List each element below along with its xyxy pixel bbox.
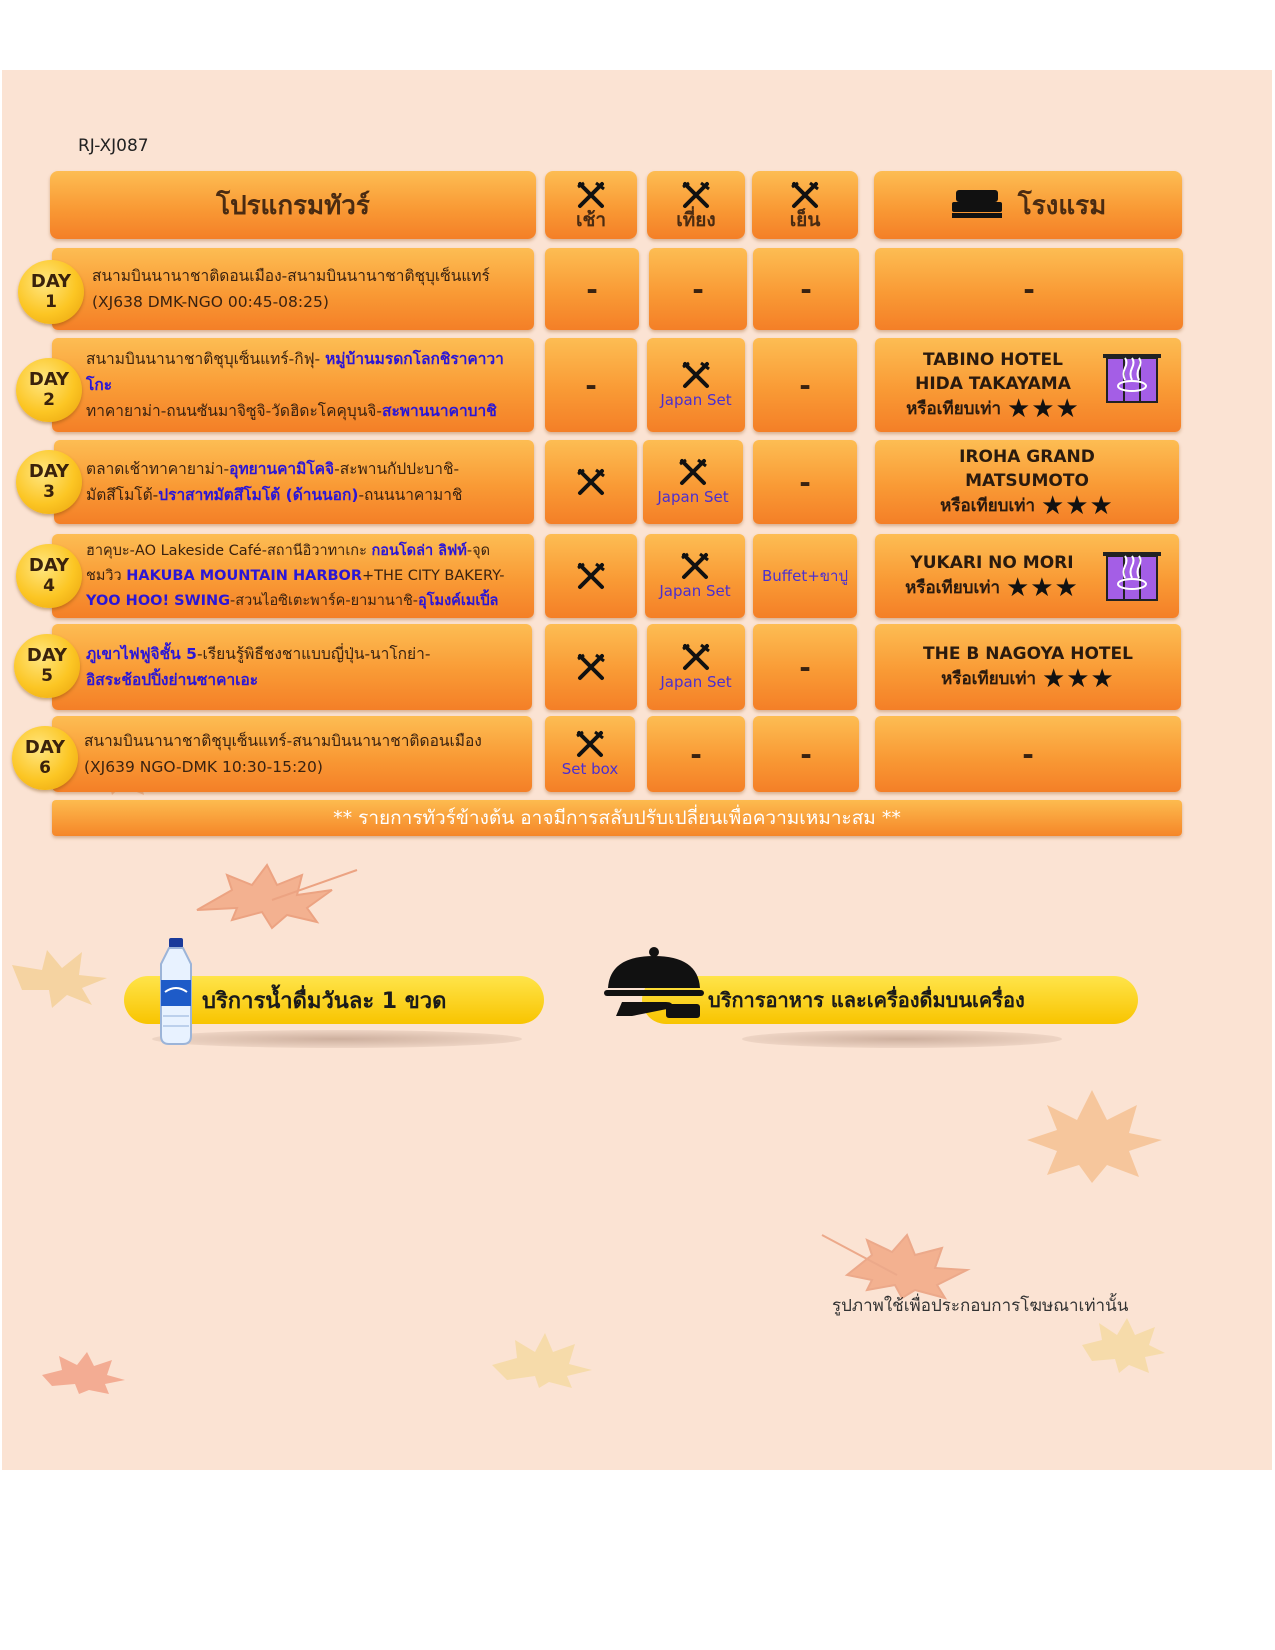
day-4-highlight: กอนโดล่า ลิฟท์: [371, 542, 467, 559]
day-4-highlight: YOO HOO! SWING: [86, 592, 231, 609]
or-equal: หรือเทียบเท่า: [906, 399, 1002, 419]
day-5-text: -เรียนรู้พิธีชงชาแบบญี่ปุ่น-นาโกย่า-: [196, 645, 431, 663]
onsen-icon: [1101, 352, 1163, 404]
day-2-text: สนามบินนานาชาติชุบุเซ็นแทร์-กิฟุ-: [86, 350, 326, 368]
day-2-highlight: สะพานนาคาบาชิ: [381, 402, 497, 420]
star-rating: ★★★: [1005, 573, 1079, 603]
day-3-badge: [16, 450, 82, 514]
day-3-text: มัตสึโมโต้-: [86, 486, 159, 504]
lunch-header-label: เที่ยง: [676, 208, 716, 231]
day-2-breakfast: [545, 338, 637, 432]
or-equal: หรือเทียบเท่า: [941, 669, 1037, 689]
day-3-breakfast: [545, 440, 637, 524]
day-4-highlight: HAKUBA MOUNTAIN HARBOR: [126, 567, 363, 584]
meal-service-label: บริการอาหาร และเครื่องดื่มบนเครื่อง: [708, 988, 1025, 1012]
fork-knife-icon: [679, 552, 711, 580]
no-meal: -: [800, 737, 812, 771]
day-3-text: -ถนนนาคามาชิ: [358, 486, 463, 504]
fork-knife-icon: [575, 653, 607, 681]
day-number: 5: [41, 666, 53, 686]
dinner-header: [752, 171, 858, 239]
water-bottle-icon: [147, 936, 207, 1048]
day-5-badge: [14, 634, 80, 698]
star-rating: ★★★: [1041, 664, 1115, 694]
day-4-breakfast: [545, 534, 637, 618]
program-header: [50, 171, 536, 239]
no-meal: -: [799, 650, 811, 684]
day-1-badge: [18, 260, 84, 324]
fork-knife-icon: [680, 643, 712, 671]
meal-type: Japan Set: [657, 488, 729, 506]
day-3-dinner: [753, 440, 857, 524]
day-word: DAY: [24, 737, 66, 758]
day-3-text: -สะพานกัปปะบาชิ-: [334, 460, 460, 478]
maple-leaf-icon: [7, 940, 127, 1010]
cloche-serving-icon: [602, 944, 706, 1024]
hotel-name: IROHA GRAND: [959, 447, 1095, 467]
day-5-highlight: ภูเขาไฟฟูจิชั้น 5: [86, 645, 197, 663]
day-number: 6: [39, 758, 51, 778]
day-5-breakfast: [545, 624, 637, 710]
maple-leaf-icon: [817, 1230, 977, 1300]
day-6-dinner: [753, 716, 859, 792]
day-5-hotel: [875, 624, 1181, 710]
day-1-route: สนามบินนานาชาติดอนเมือง-สนามบินนานาชาติชุบุเซ็นแทร์: [92, 267, 490, 285]
fork-knife-icon: [681, 181, 711, 209]
fork-knife-icon: [790, 181, 820, 209]
day-4-program: [52, 534, 534, 618]
breakfast-header: [545, 171, 637, 239]
meal-type: Set box: [561, 760, 619, 778]
fork-knife-icon: [677, 458, 709, 486]
day-4-dinner: [753, 534, 857, 618]
meal-type: Japan Set: [660, 391, 732, 409]
day-5-highlight: อิสระช้อปปิ้งย่านซาคาเอะ: [86, 671, 259, 689]
day-6-breakfast: [545, 716, 635, 792]
day-word: DAY: [30, 271, 72, 292]
day-4-text: ชมวิว: [86, 567, 127, 584]
hotel-name: TABINO HOTEL: [922, 350, 1064, 370]
fork-knife-icon: [574, 730, 606, 758]
tour-code: RJ-XJ087: [78, 136, 149, 156]
day-5-program: [52, 624, 532, 710]
day-number: 1: [45, 292, 57, 312]
bed-icon: [950, 188, 1004, 222]
day-1-program: [52, 248, 534, 330]
day-3-hotel: [875, 440, 1179, 524]
day-3-text: ตลาดเช้าทาคายาม่า-: [86, 460, 230, 478]
no-meal: -: [799, 465, 811, 499]
day-5-dinner: [753, 624, 857, 710]
itinerary-page: [2, 70, 1272, 1470]
maple-leaf-icon: [37, 1350, 127, 1395]
program-header-label: โปรแกรมทัวร์: [216, 190, 370, 221]
meal-type: Japan Set: [659, 582, 731, 600]
day-4-highlight: อุโมงค์เมเปิ้ล: [418, 592, 499, 609]
no-meal: -: [800, 272, 812, 306]
hotel-name: HIDA TAKAYAMA: [915, 374, 1071, 394]
pill-shadow: [742, 1030, 1062, 1048]
day-number: 3: [43, 482, 55, 502]
day-6-badge: [12, 726, 78, 790]
breakfast-header-label: เช้า: [575, 208, 607, 231]
day-2-program: [52, 338, 534, 432]
day-word: DAY: [28, 369, 70, 390]
hotel-header-label: โรงแรม: [1017, 190, 1107, 221]
star-rating: ★★★: [1040, 491, 1114, 521]
day-3-program: [54, 440, 534, 524]
hotel-header: [874, 171, 1182, 239]
day-1-breakfast: [545, 248, 639, 330]
day-2-lunch: [647, 338, 745, 432]
onsen-icon: [1101, 550, 1163, 602]
fork-knife-icon: [575, 562, 607, 590]
no-meal: -: [586, 272, 598, 306]
hotel-name: MATSUMOTO: [965, 471, 1089, 491]
day-2-highlight: หมู่บ้านมรดกโลกชิราคาวาโกะ: [86, 350, 504, 394]
meal-type: Japan Set: [660, 673, 732, 691]
day-3-highlight: ปราสาทมัตสึโมโต้ (ด้านนอก): [158, 486, 359, 504]
day-6-route: สนามบินนานาชาติชุบุเซ็นแทร์-สนามบินนานาชาติดอนเมือง: [84, 732, 482, 750]
ad-disclaimer: รูปภาพใช้เพื่อประกอบการโฆษณาเท่านั้น: [832, 1296, 1129, 1316]
day-number: 4: [43, 576, 55, 596]
day-1-lunch: [649, 248, 747, 330]
day-word: DAY: [28, 555, 70, 576]
no-meal: -: [585, 368, 597, 402]
star-rating: ★★★: [1006, 394, 1080, 424]
day-4-text: -สวนไอซิเตะพาร์ค-ยามานาชิ-: [230, 592, 419, 609]
day-6-flight: (XJ639 NGO-DMK 10:30-15:20): [84, 758, 323, 776]
no-meal: -: [799, 368, 811, 402]
itinerary-notice: ** รายการทัวร์ข้างต้น อาจมีการสลับปรับเปลี่ยนเพื่อความเหมาะสม **: [52, 800, 1182, 836]
lunch-header: [647, 171, 745, 239]
maple-leaf-icon: [1077, 1315, 1167, 1375]
day-4-lunch: [645, 534, 745, 618]
day-6-lunch: [647, 716, 745, 792]
day-4-badge: [16, 544, 82, 608]
water-service-label: บริการน้ำดื่มวันละ 1 ขวด: [202, 988, 447, 1014]
or-equal: หรือเทียบเท่า: [905, 578, 1001, 598]
day-word: DAY: [28, 461, 70, 482]
day-1-flight: (XJ638 DMK-NGO 00:45-08:25): [92, 293, 329, 311]
day-4-hotel: [875, 534, 1179, 618]
fork-knife-icon: [575, 468, 607, 496]
day-4-text: -จุด: [466, 542, 491, 559]
day-2-badge: [16, 358, 82, 422]
or-equal: หรือเทียบเท่า: [940, 496, 1036, 516]
day-6-program: [52, 716, 532, 792]
day-1-hotel: [875, 248, 1183, 330]
day-2-text: ทาคายาม่า-ถนนซันมาจิซูจิ-วัดฮิดะโคคุบุนจิ-: [86, 402, 382, 420]
maple-leaf-icon: [1017, 1085, 1167, 1185]
no-hotel: -: [1023, 272, 1035, 306]
day-number: 2: [43, 390, 55, 410]
day-1-dinner: [753, 248, 859, 330]
meal-type: Buffet+ขาปู: [761, 567, 848, 585]
maple-leaf-icon: [487, 1330, 597, 1390]
day-6-hotel: [875, 716, 1181, 792]
day-3-lunch: [643, 440, 743, 524]
no-meal: -: [692, 272, 704, 306]
fork-knife-icon: [576, 181, 606, 209]
day-2-hotel: [875, 338, 1181, 432]
day-2-dinner: [753, 338, 857, 432]
day-5-lunch: [647, 624, 745, 710]
day-4-text: +THE CITY BAKERY-: [362, 567, 505, 584]
pill-shadow: [152, 1030, 522, 1048]
no-meal: -: [690, 737, 702, 771]
hotel-name: YUKARI NO MORI: [910, 553, 1074, 573]
meal-service-banner: [642, 976, 1138, 1024]
hotel-name: THE B NAGOYA HOTEL: [923, 644, 1133, 664]
day-4-text: ฮาคุบะ-AO Lakeside Café-สถานีอิวาทาเกะ: [86, 542, 372, 559]
day-word: DAY: [26, 645, 68, 666]
dinner-header-label: เย็น: [789, 208, 821, 231]
fork-knife-icon: [680, 361, 712, 389]
maple-leaf-icon: [192, 860, 362, 930]
no-hotel: -: [1022, 737, 1034, 771]
day-3-highlight: อุทยานคามิโคจิ: [229, 460, 335, 478]
